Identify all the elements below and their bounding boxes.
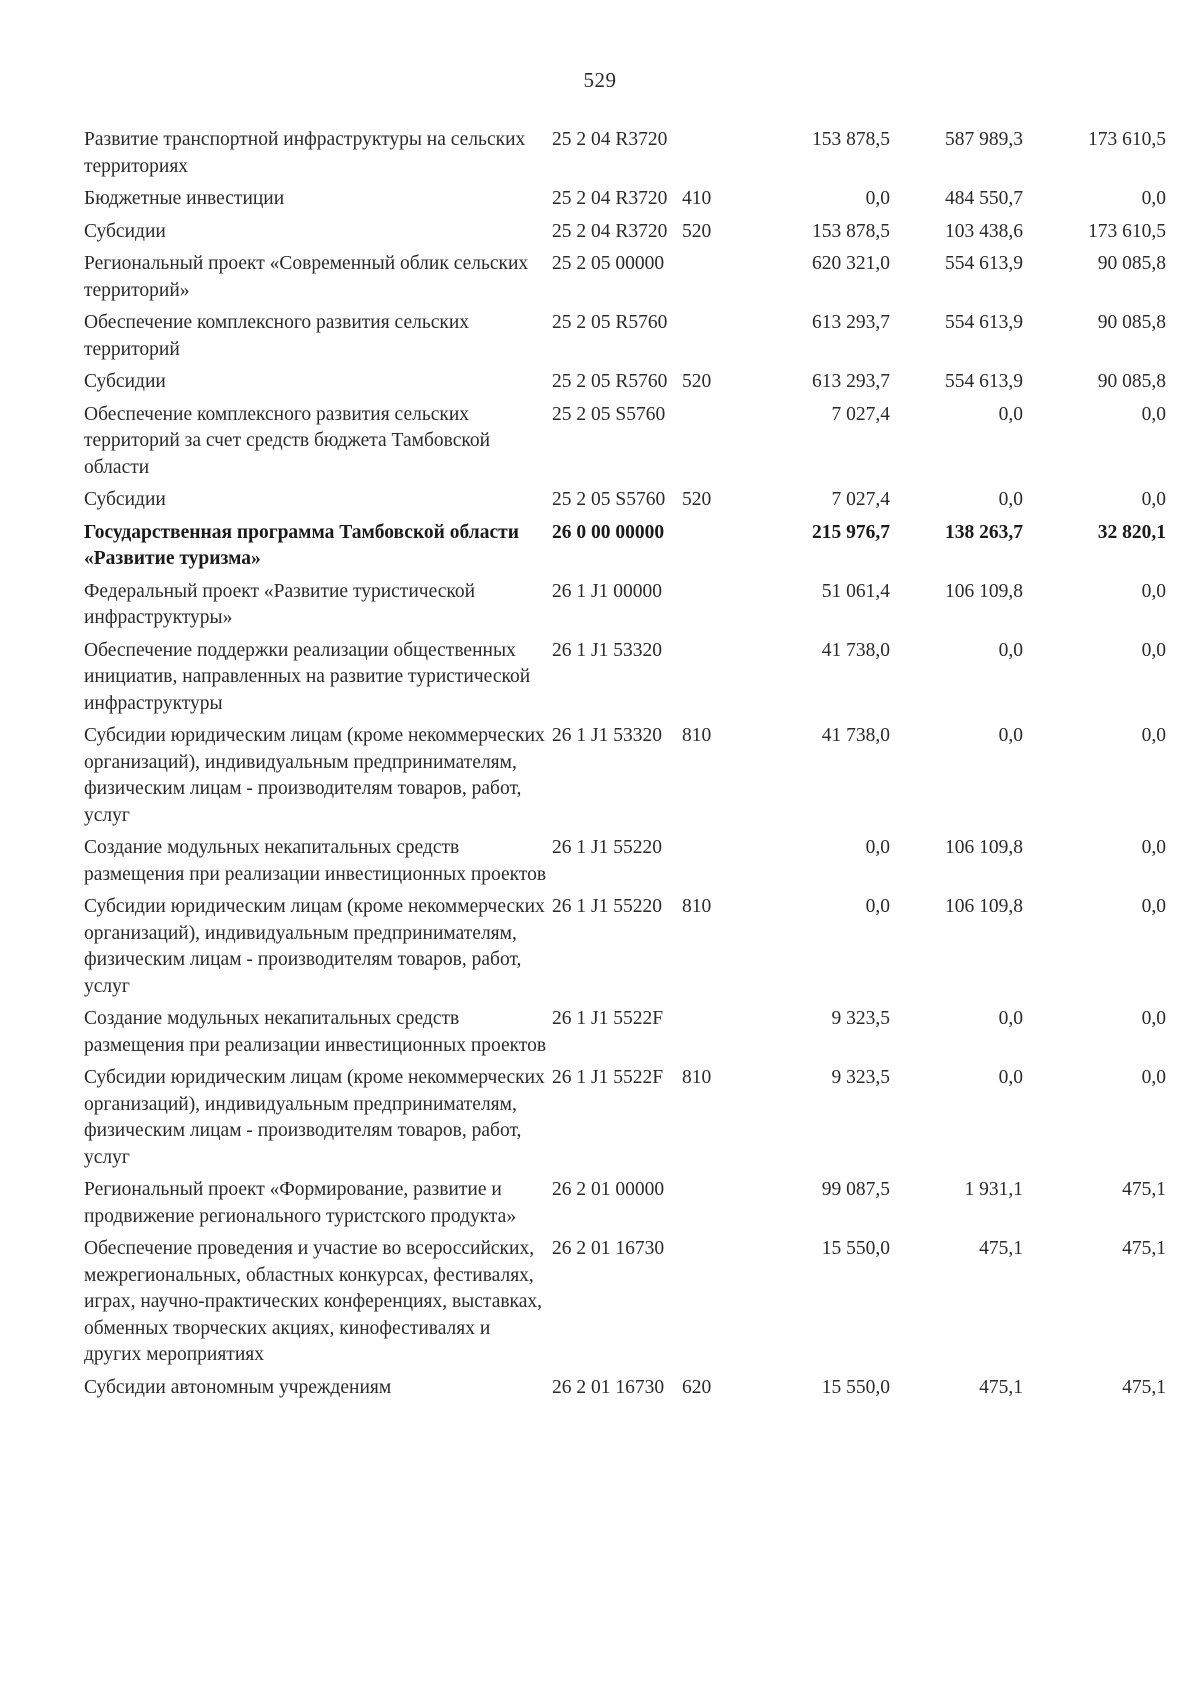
row-expense-type: 520	[682, 489, 712, 510]
table-row	[84, 723, 1166, 835]
row-value-3: 0,0	[1141, 188, 1166, 209]
row-value-3: 90 085,8	[1097, 371, 1166, 392]
row-value-2: 0,0	[998, 639, 1023, 661]
row-value-3: 475,1	[1122, 1179, 1166, 1200]
row-value-3: 0,0	[1141, 1008, 1166, 1029]
row-code: 26 1 J1 53320	[552, 639, 662, 661]
row-name: Региональный проект «Формирование, развитие и продвижение регионального туристского продукта»	[84, 1179, 517, 1227]
row-value-2: 475,1	[979, 1238, 1023, 1259]
row-value-1: 7 027,4	[831, 489, 890, 510]
row-expense-type	[682, 1177, 742, 1236]
row-value-2: 1 931,1	[964, 1179, 1023, 1200]
row-value-1: 0,0	[865, 896, 890, 917]
row-value-2: 0,0	[998, 725, 1023, 746]
row-value-3: 90 085,8	[1097, 312, 1166, 333]
row-name: Субсидии юридическим лицам (кроме некоммерческих организаций), индивидуальным предпринимателям, физическим лицам - производителям товаров, работ, услуг	[84, 725, 545, 826]
row-value-1: 15 550,0	[821, 1238, 890, 1259]
table-row	[84, 219, 1166, 252]
table-row	[84, 520, 1166, 579]
row-code: 26 1 J1 55220	[552, 837, 662, 858]
row-value-1: 0,0	[865, 188, 890, 209]
row-expense-type: 620	[682, 1376, 712, 1398]
table-row	[84, 835, 1166, 894]
row-value-1: 0,0	[865, 837, 890, 858]
row-expense-type: 410	[682, 188, 712, 209]
row-name: Государственная программа Тамбовской области «Развитие туризма»	[84, 521, 519, 569]
row-code: 25 2 05 R5760	[552, 312, 668, 333]
row-name: Субсидии	[84, 371, 166, 392]
table-row	[84, 1375, 1166, 1408]
row-code: 26 0 00 00000	[552, 521, 665, 543]
row-value-3: 0,0	[1141, 896, 1166, 917]
table-row	[84, 127, 1166, 186]
row-name: Создание модульных некапитальных средств размещения при реализации инвестиционных проектов	[84, 837, 547, 885]
row-value-1: 7 027,4	[831, 403, 890, 425]
row-value-2: 0,0	[998, 489, 1023, 510]
row-value-1: 41 738,0	[821, 639, 890, 661]
row-value-3: 32 820,1	[1097, 521, 1166, 543]
table-row	[84, 402, 1166, 488]
row-value-3: 0,0	[1141, 580, 1166, 602]
row-code: 25 2 05 S5760	[552, 403, 666, 425]
table-row	[84, 1236, 1166, 1375]
row-value-2: 554 613,9	[945, 253, 1023, 274]
row-value-1: 153 878,5	[812, 220, 890, 242]
row-code: 25 2 05 00000	[552, 253, 665, 274]
row-value-2: 103 438,6	[945, 220, 1023, 242]
row-code: 26 2 01 00000	[552, 1179, 665, 1200]
row-code: 25 2 04 R3720	[552, 129, 668, 150]
row-value-1: 41 738,0	[821, 725, 890, 746]
table-row	[84, 894, 1166, 1006]
row-code: 25 2 04 R3720	[552, 220, 668, 242]
row-expense-type	[682, 835, 742, 894]
row-value-1: 613 293,7	[812, 371, 890, 392]
row-value-3: 0,0	[1141, 489, 1166, 510]
row-name: Субсидии юридическим лицам (кроме некоммерческих организаций), индивидуальным предпринимателям, физическим лицам - производителям товаров, работ, услуг	[84, 1067, 545, 1168]
row-value-3: 173 610,5	[1088, 129, 1166, 150]
row-value-1: 99 087,5	[821, 1179, 890, 1200]
row-name: Субсидии	[84, 220, 166, 242]
row-value-3: 0,0	[1141, 725, 1166, 746]
row-expense-type	[682, 1236, 742, 1375]
row-name: Обеспечение проведения и участие во всероссийских, межрегиональных, областных конкурсах, фестивалях, играх, научно-практических конференциях, выставках, обменных творческих акциях, кинофестивалях и других мероприятиях	[84, 1238, 543, 1365]
row-value-1: 15 550,0	[821, 1376, 890, 1398]
row-name: Обеспечение поддержки реализации общественных инициатив, направленных на развитие туристической инфраструктуры	[84, 639, 531, 714]
row-value-2: 0,0	[998, 1008, 1023, 1029]
row-value-2: 0,0	[998, 1067, 1023, 1088]
row-expense-type	[682, 1006, 742, 1065]
row-value-2: 106 109,8	[945, 580, 1023, 602]
row-name: Субсидии	[84, 489, 166, 510]
row-name: Обеспечение комплексного развития сельских территорий	[84, 312, 470, 360]
row-code: 26 2 01 16730	[552, 1238, 665, 1259]
row-expense-type	[682, 402, 742, 488]
row-expense-type	[682, 310, 742, 369]
row-value-2: 138 263,7	[945, 521, 1023, 543]
row-value-3: 90 085,8	[1097, 253, 1166, 274]
row-expense-type: 810	[682, 1067, 712, 1088]
row-code: 26 1 J1 53320	[552, 725, 662, 746]
row-value-1: 153 878,5	[812, 129, 890, 150]
row-value-3: 475,1	[1122, 1376, 1166, 1398]
table-row	[84, 1177, 1166, 1236]
row-value-3: 0,0	[1141, 1067, 1166, 1088]
table-row	[84, 251, 1166, 310]
row-name: Создание модульных некапитальных средств размещения при реализации инвестиционных проектов	[84, 1008, 547, 1056]
row-code: 25 2 04 R3720	[552, 188, 668, 209]
row-value-2: 554 613,9	[945, 312, 1023, 333]
row-value-2: 554 613,9	[945, 371, 1023, 392]
row-value-2: 106 109,8	[945, 896, 1023, 917]
row-code: 26 1 J1 5522F	[552, 1008, 664, 1029]
row-code: 26 1 J1 5522F	[552, 1067, 664, 1088]
row-value-3: 173 610,5	[1088, 220, 1166, 242]
row-value-2: 587 989,3	[945, 129, 1023, 150]
budget-table	[84, 127, 1166, 1407]
table-row	[84, 638, 1166, 724]
table-row	[84, 1065, 1166, 1177]
row-name: Федеральный проект «Развитие туристической инфраструктуры»	[84, 580, 476, 628]
row-value-2: 475,1	[979, 1376, 1023, 1398]
row-value-1: 9 323,5	[831, 1067, 890, 1088]
row-value-2: 0,0	[998, 403, 1023, 425]
table-row	[84, 579, 1166, 638]
row-expense-type: 520	[682, 220, 712, 242]
row-code: 26 1 J1 55220	[552, 896, 662, 917]
row-value-2: 484 550,7	[945, 188, 1023, 209]
page-number: 529	[583, 68, 617, 92]
row-value-3: 475,1	[1122, 1238, 1166, 1259]
row-name: Обеспечение комплексного развития сельских территорий за счет средств бюджета Тамбовской области	[84, 403, 491, 478]
row-value-3: 0,0	[1141, 837, 1166, 858]
row-expense-type	[682, 579, 742, 638]
row-value-3: 0,0	[1141, 403, 1166, 425]
row-value-1: 613 293,7	[812, 312, 890, 333]
row-name: Субсидии юридическим лицам (кроме некоммерческих организаций), индивидуальным предпринимателям, физическим лицам - производителям товаров, работ, услуг	[84, 896, 545, 997]
table-row	[84, 1006, 1166, 1065]
budget-table-body	[84, 127, 1166, 1407]
table-row	[84, 487, 1166, 520]
row-value-1: 9 323,5	[831, 1008, 890, 1029]
table-row	[84, 186, 1166, 219]
row-expense-type	[682, 127, 742, 186]
row-expense-type	[682, 638, 742, 724]
row-code: 26 2 01 16730	[552, 1376, 665, 1398]
row-value-1: 620 321,0	[812, 253, 890, 274]
table-row	[84, 310, 1166, 369]
row-name: Региональный проект «Современный облик сельских территорий»	[84, 253, 529, 301]
table-row	[84, 369, 1166, 402]
row-code: 26 1 J1 00000	[552, 580, 662, 602]
row-code: 25 2 05 S5760	[552, 489, 666, 510]
row-expense-type: 810	[682, 896, 712, 917]
row-name: Субсидии автономным учреждениям	[84, 1376, 392, 1398]
row-value-3: 0,0	[1141, 639, 1166, 661]
row-value-1: 215 976,7	[812, 521, 890, 543]
row-name: Бюджетные инвестиции	[84, 188, 285, 209]
row-expense-type	[682, 520, 742, 579]
row-value-1: 51 061,4	[821, 580, 890, 602]
row-expense-type: 520	[682, 371, 712, 392]
row-value-2: 106 109,8	[945, 837, 1023, 858]
row-expense-type: 810	[682, 725, 712, 746]
row-code: 25 2 05 R5760	[552, 371, 668, 392]
row-expense-type	[682, 251, 742, 310]
row-name: Развитие транспортной инфраструктуры на сельских территориях	[84, 129, 526, 177]
